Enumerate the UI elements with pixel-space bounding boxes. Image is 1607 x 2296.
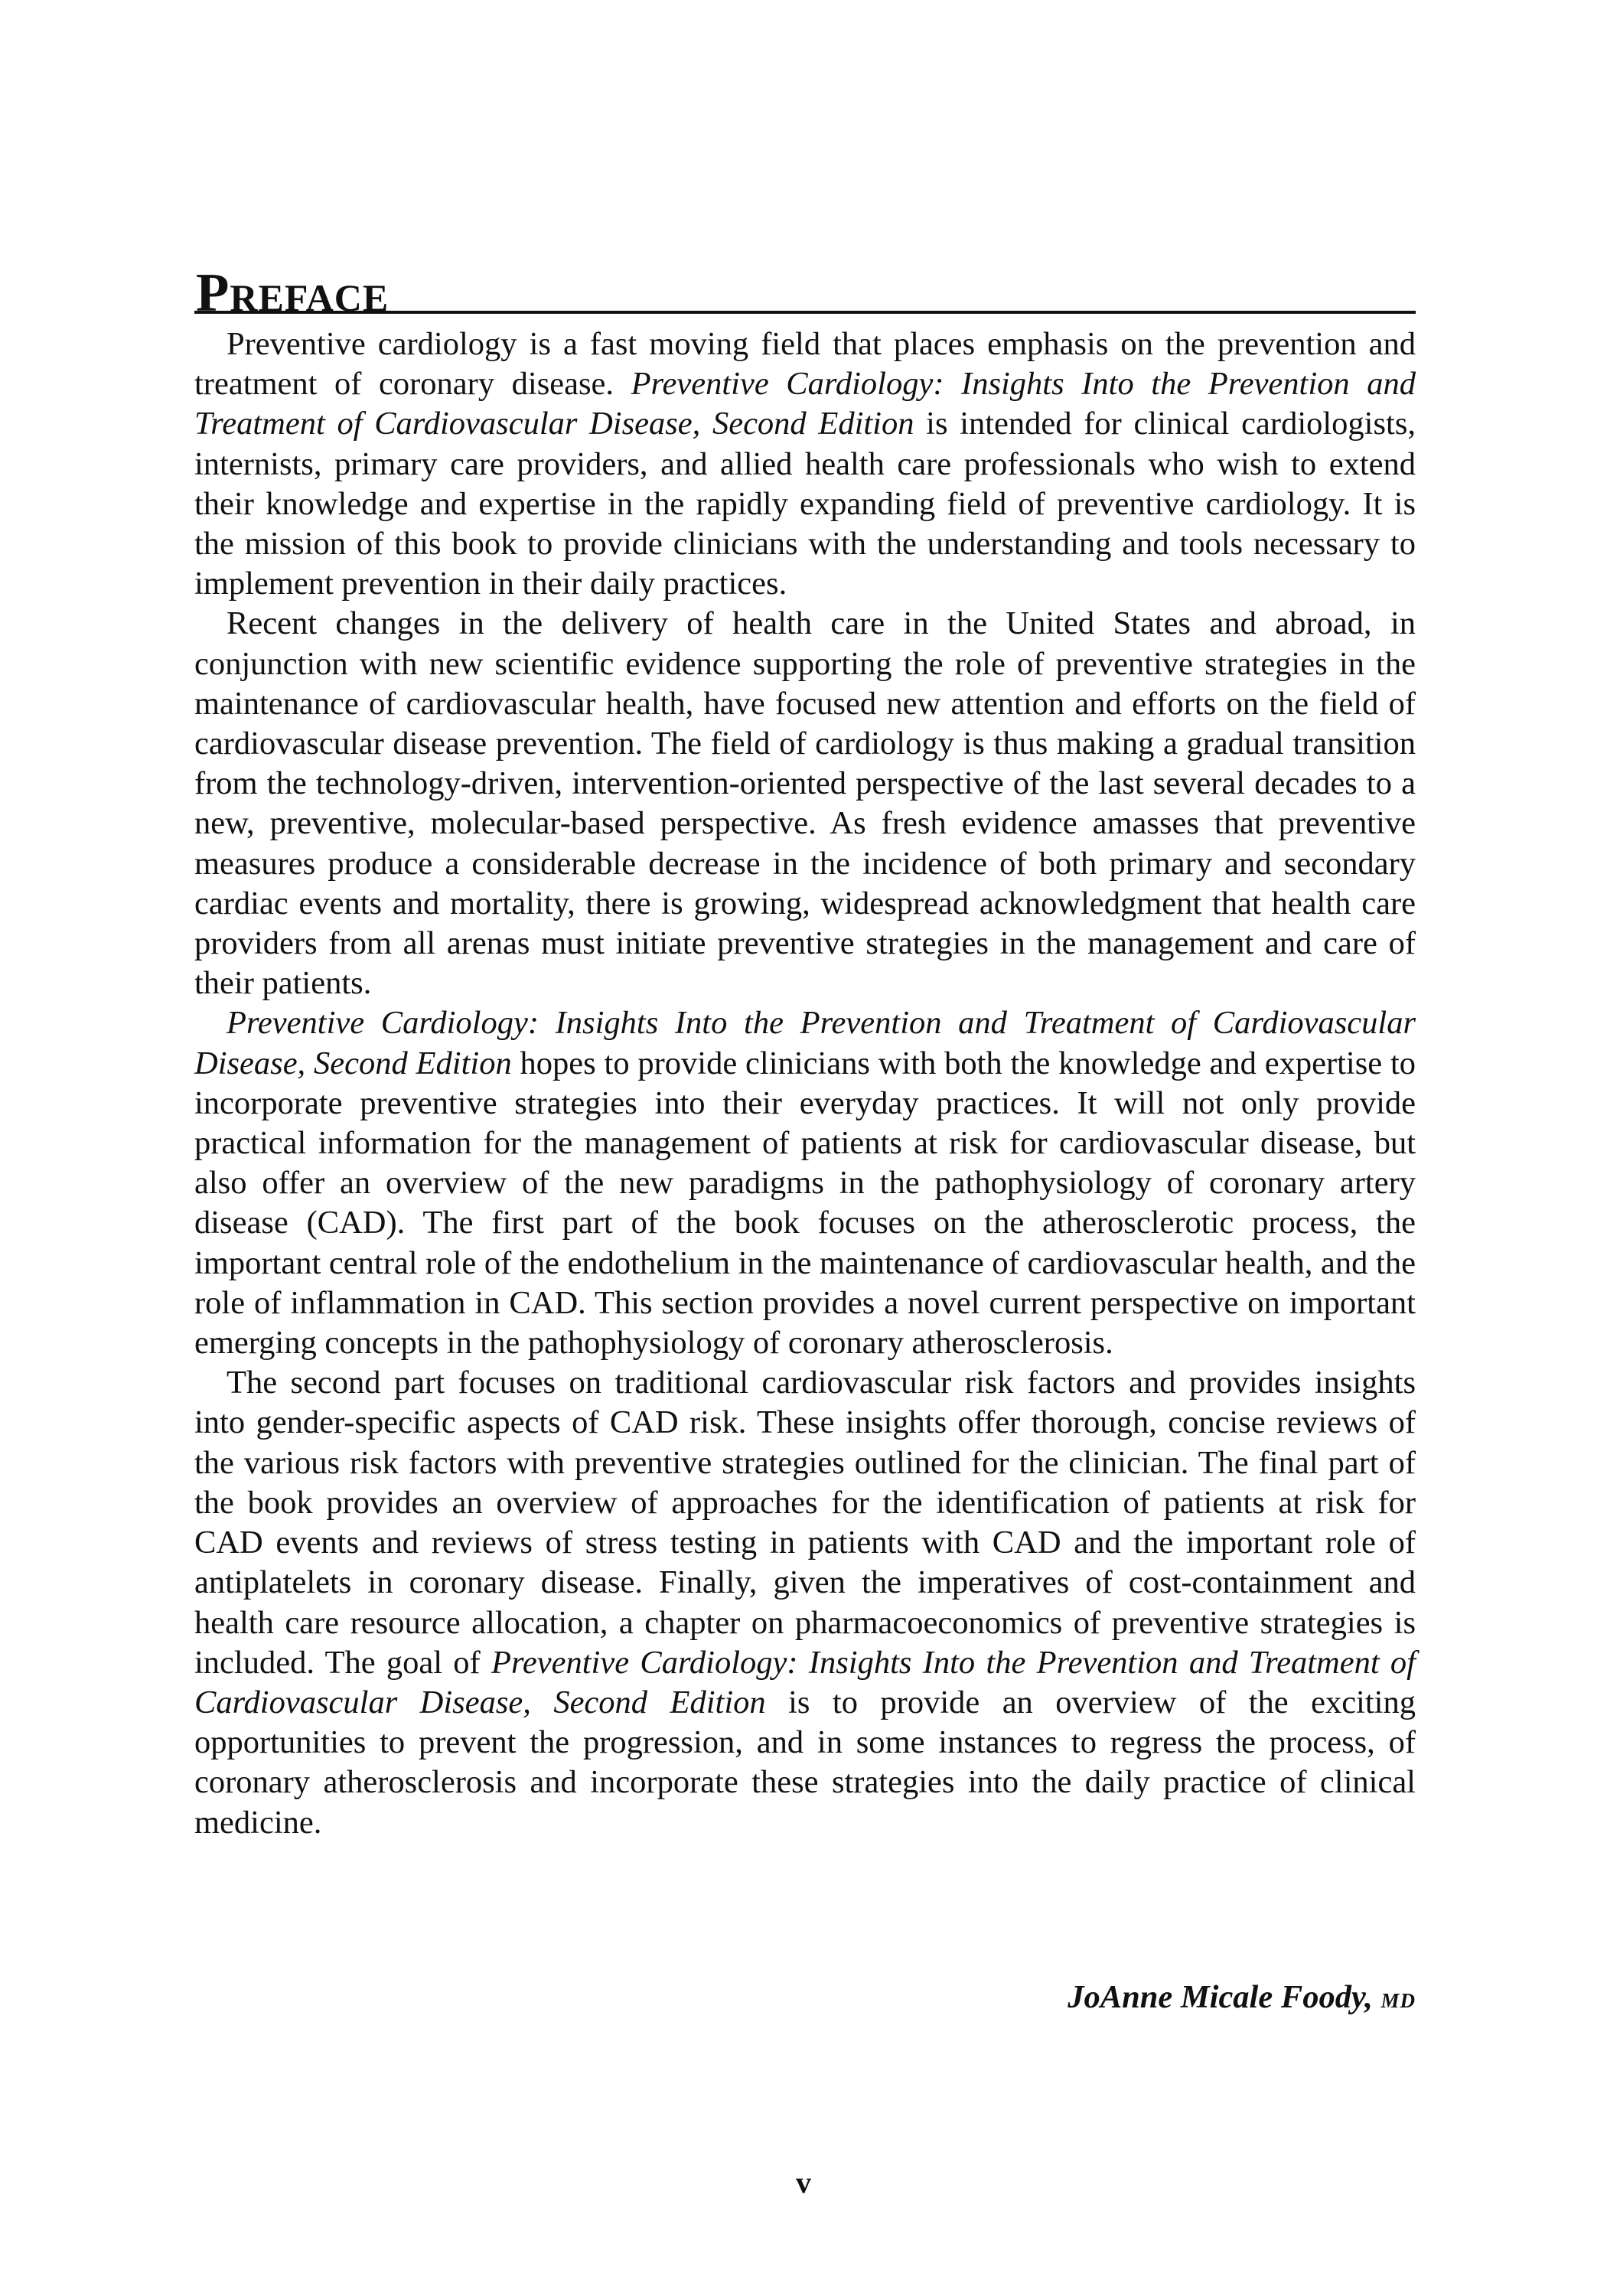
book-title: Preventive Cardiology: Insights Into the Prevention and Treatment of Cardiovascular Disease, Second Edition [194, 1644, 1416, 1720]
page-heading-text: Preface [196, 263, 390, 323]
body-paragraph [194, 1003, 1416, 1363]
author-name: JoAnne Micale Foody, [1068, 1979, 1373, 2015]
author-signature [194, 1978, 1416, 2016]
text-run: is intended for clinical cardiologists, internists, primary care providers, and allied health care professionals who wish to extend their knowledge and expertise in the rapidly expanding field of preventive cardiology. It is the mission of this book to provide clinicians with the understanding and tools necessary to implement prevention in their daily practices. [194, 406, 1416, 602]
text-run: Recent changes in the delivery of health care in the United States and abroad, in conjunction with new scientific evidence supporting the role of preventive strategies in the maintenance of cardiovascular health, have focused new attention and efforts on the field of cardiovascular disease prevention. The field of cardiology is thus making a gradual transition from the technology-driven, intervention-oriented perspective of the last several decades to a new, preventive, molecular-based perspective. As fresh evidence amasses that preventive measures produce a considerable decrease in the incidence of both primary and secondary cardiac events and mortality, there is growing, widespread acknowledgment that health care providers from all arenas must initiate preventive strategies in the management and care of their patients. [194, 605, 1416, 1002]
book-title: Preventive Cardiology: Insights Into the Prevention and Treatment of Cardiovascular Disease, Second Edition [194, 366, 1416, 442]
author-degree: MD [1380, 1989, 1416, 2012]
text-run: hopes to provide clinicians with both the knowledge and expertise to incorporate preventive strategies into their everyday practices. It will not only provide practical information for the management of patients at risk for cardiovascular disease, but also offer an overview of the new paradigms in the pathophysiology of coronary artery disease (CAD). The first part of the book focuses on the atherosclerotic process, the important central role of the endothelium in the maintenance of cardiovascular health, and the role of inflammation in CAD. This section provides a novel current perspective on important emerging concepts in the pathophysiology of coronary atherosclerosis. [194, 1045, 1416, 1362]
body-paragraph [194, 604, 1416, 1003]
page-number: v [796, 2165, 811, 2200]
text-run: The second part focuses on traditional cardiovascular risk factors and provides insights into gender-specific aspects of CAD risk. These insights offer thorough, concise reviews of the various risk factors with preventive strategies outlined for the clinician. The final part of the book provides an overview of approaches for the identification of patients at risk for CAD events and reviews of stress testing in patients with CAD and the important role of antiplatelets in coronary disease. Finally, given the imperatives of cost-containment and health care resource allocation, a chapter on pharmacoeconomics of preventive strategies is included. The goal of [194, 1365, 1416, 1681]
heading-rule [194, 311, 1416, 314]
book-title: Preventive Cardiology: Insights Into the Prevention and Treatment of Cardiovascular Disease, Second Edition [194, 1005, 1416, 1081]
body-paragraph [194, 325, 1416, 604]
text-run: Preventive cardiology is a fast moving field that places emphasis on the prevention and treatment of coronary disease. [194, 326, 1416, 403]
preface-body [194, 325, 1416, 1843]
body-paragraph [194, 1363, 1416, 1842]
text-run: is to provide an overview of the exciting opportunities to prevent the progression, and in some instances to regress the process, of coronary atherosclerosis and incorporate these strategies into the daily practice of clinical medicine. [194, 1684, 1416, 1841]
